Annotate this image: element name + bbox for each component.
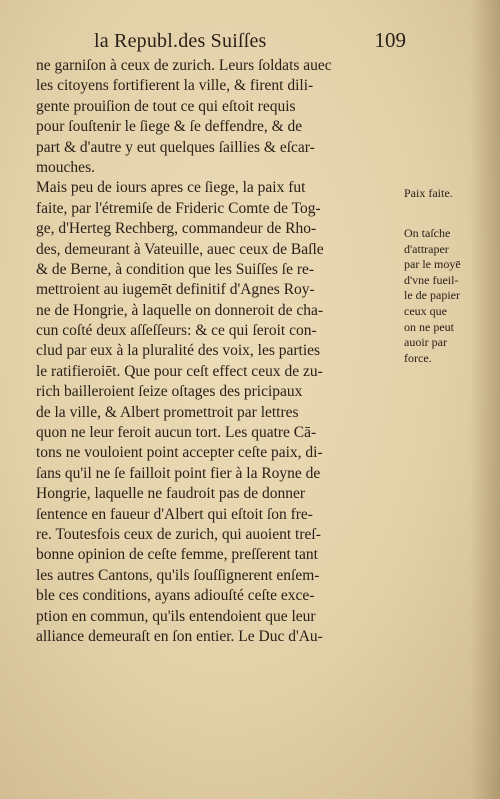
text-line: les citoyens fortifierent la ville, & firent dili- bbox=[36, 77, 314, 95]
margin-note-line: ceux que bbox=[404, 303, 447, 318]
body-text bbox=[36, 56, 406, 647]
margin-note-line: auoir par bbox=[404, 335, 447, 350]
page-header bbox=[36, 30, 406, 58]
margin-note-on-tasche bbox=[404, 226, 484, 366]
margin-note-line: d'vne fueil- bbox=[404, 272, 459, 287]
text-line: gente prouiſion de tout ce qui eſtoit requis bbox=[36, 97, 296, 115]
margin-note-line: force. bbox=[404, 350, 432, 365]
text-line: faite, par l'étremiſe de Frideric Comte de Tog- bbox=[36, 199, 321, 217]
text-line: ne garniſon à ceux de zurich. Leurs ſoldats auec bbox=[36, 57, 332, 74]
text-line: mouches. bbox=[36, 158, 95, 176]
text-line: bonne opinion de ceſte femme, preſſerent tant bbox=[36, 546, 318, 564]
text-line: part & d'autre y eut quelques ſaillies & eſcar- bbox=[36, 138, 315, 156]
text-line: ble ces conditions, ayans adiouſté ceſte exce- bbox=[36, 587, 315, 605]
margin-note-paix-faite bbox=[404, 186, 484, 202]
text-line: Mais peu de iours apres ce ſiege, la paix fut bbox=[36, 179, 306, 197]
text-line: rich bailleroient ſeize oſtages des pricipaux bbox=[36, 383, 303, 401]
text-line: ge, d'Herteg Rechberg, commandeur de Rho- bbox=[36, 220, 317, 238]
page-number: 109 bbox=[374, 28, 406, 52]
text-line: les autres Cantons, qu'ils ſouſſignerent enſem- bbox=[36, 566, 320, 584]
text-line: quon ne leur feroit aucun tort. Les quatre Cā- bbox=[36, 424, 317, 442]
text-line: alliance demeuraſt en ſon entier. Le Duc d'Au- bbox=[36, 627, 323, 645]
running-head: la Republ.des Suiſſes bbox=[94, 30, 267, 52]
text-line: & de Berne, à condition que les Suiſſes ſe re- bbox=[36, 260, 315, 278]
margin-note-line: d'attraper bbox=[404, 241, 449, 256]
margin-note-line: par le moyē bbox=[404, 257, 461, 272]
text-line: mettroient au iugemēt definitif d'Agnes Roy- bbox=[36, 281, 315, 299]
margin-note-line: on ne peut bbox=[404, 319, 454, 334]
text-line: ſentence en faueur d'Albert qui eſtoit ſon fre- bbox=[36, 505, 313, 523]
text-line: des, demeurant à Vateuille, auec ceux de Baſle bbox=[36, 240, 324, 258]
margin-note-line: On taſche bbox=[404, 226, 451, 240]
text-line: Hongrie, laquelle ne faudroit pas de donner bbox=[36, 485, 306, 503]
text-line: re. Toutesfois ceux de zurich, qui auoient treſ- bbox=[36, 525, 321, 543]
text-line: de la ville, & Albert promettroit par lettres bbox=[36, 403, 299, 421]
text-line: ne de Hongrie, à laquelle on donneroit de cha- bbox=[36, 301, 324, 319]
text-line: cun coſté deux aſſeſſeurs: & ce qui ſeroit con- bbox=[36, 322, 317, 340]
text-line: tons ne vouloient point accepter ceſte paix, di- bbox=[36, 444, 323, 462]
margin-note-line: Paix faite. bbox=[404, 186, 453, 200]
text-line: ption en commun, qu'ils entendoient que leur bbox=[36, 607, 316, 625]
text-line: clud par eux à la pluralité des voix, les parties bbox=[36, 342, 321, 360]
text-line: pour ſouſtenir le ſiege & ſe deffendre, & de bbox=[36, 118, 303, 136]
text-line: le ratifieroiēt. Que pour ceſt effect ceux de zu- bbox=[36, 362, 323, 380]
text-line: ſans qu'il ne ſe failloit point fier à la Royne de bbox=[36, 464, 321, 482]
margin-note-line: le de papier bbox=[404, 288, 460, 303]
